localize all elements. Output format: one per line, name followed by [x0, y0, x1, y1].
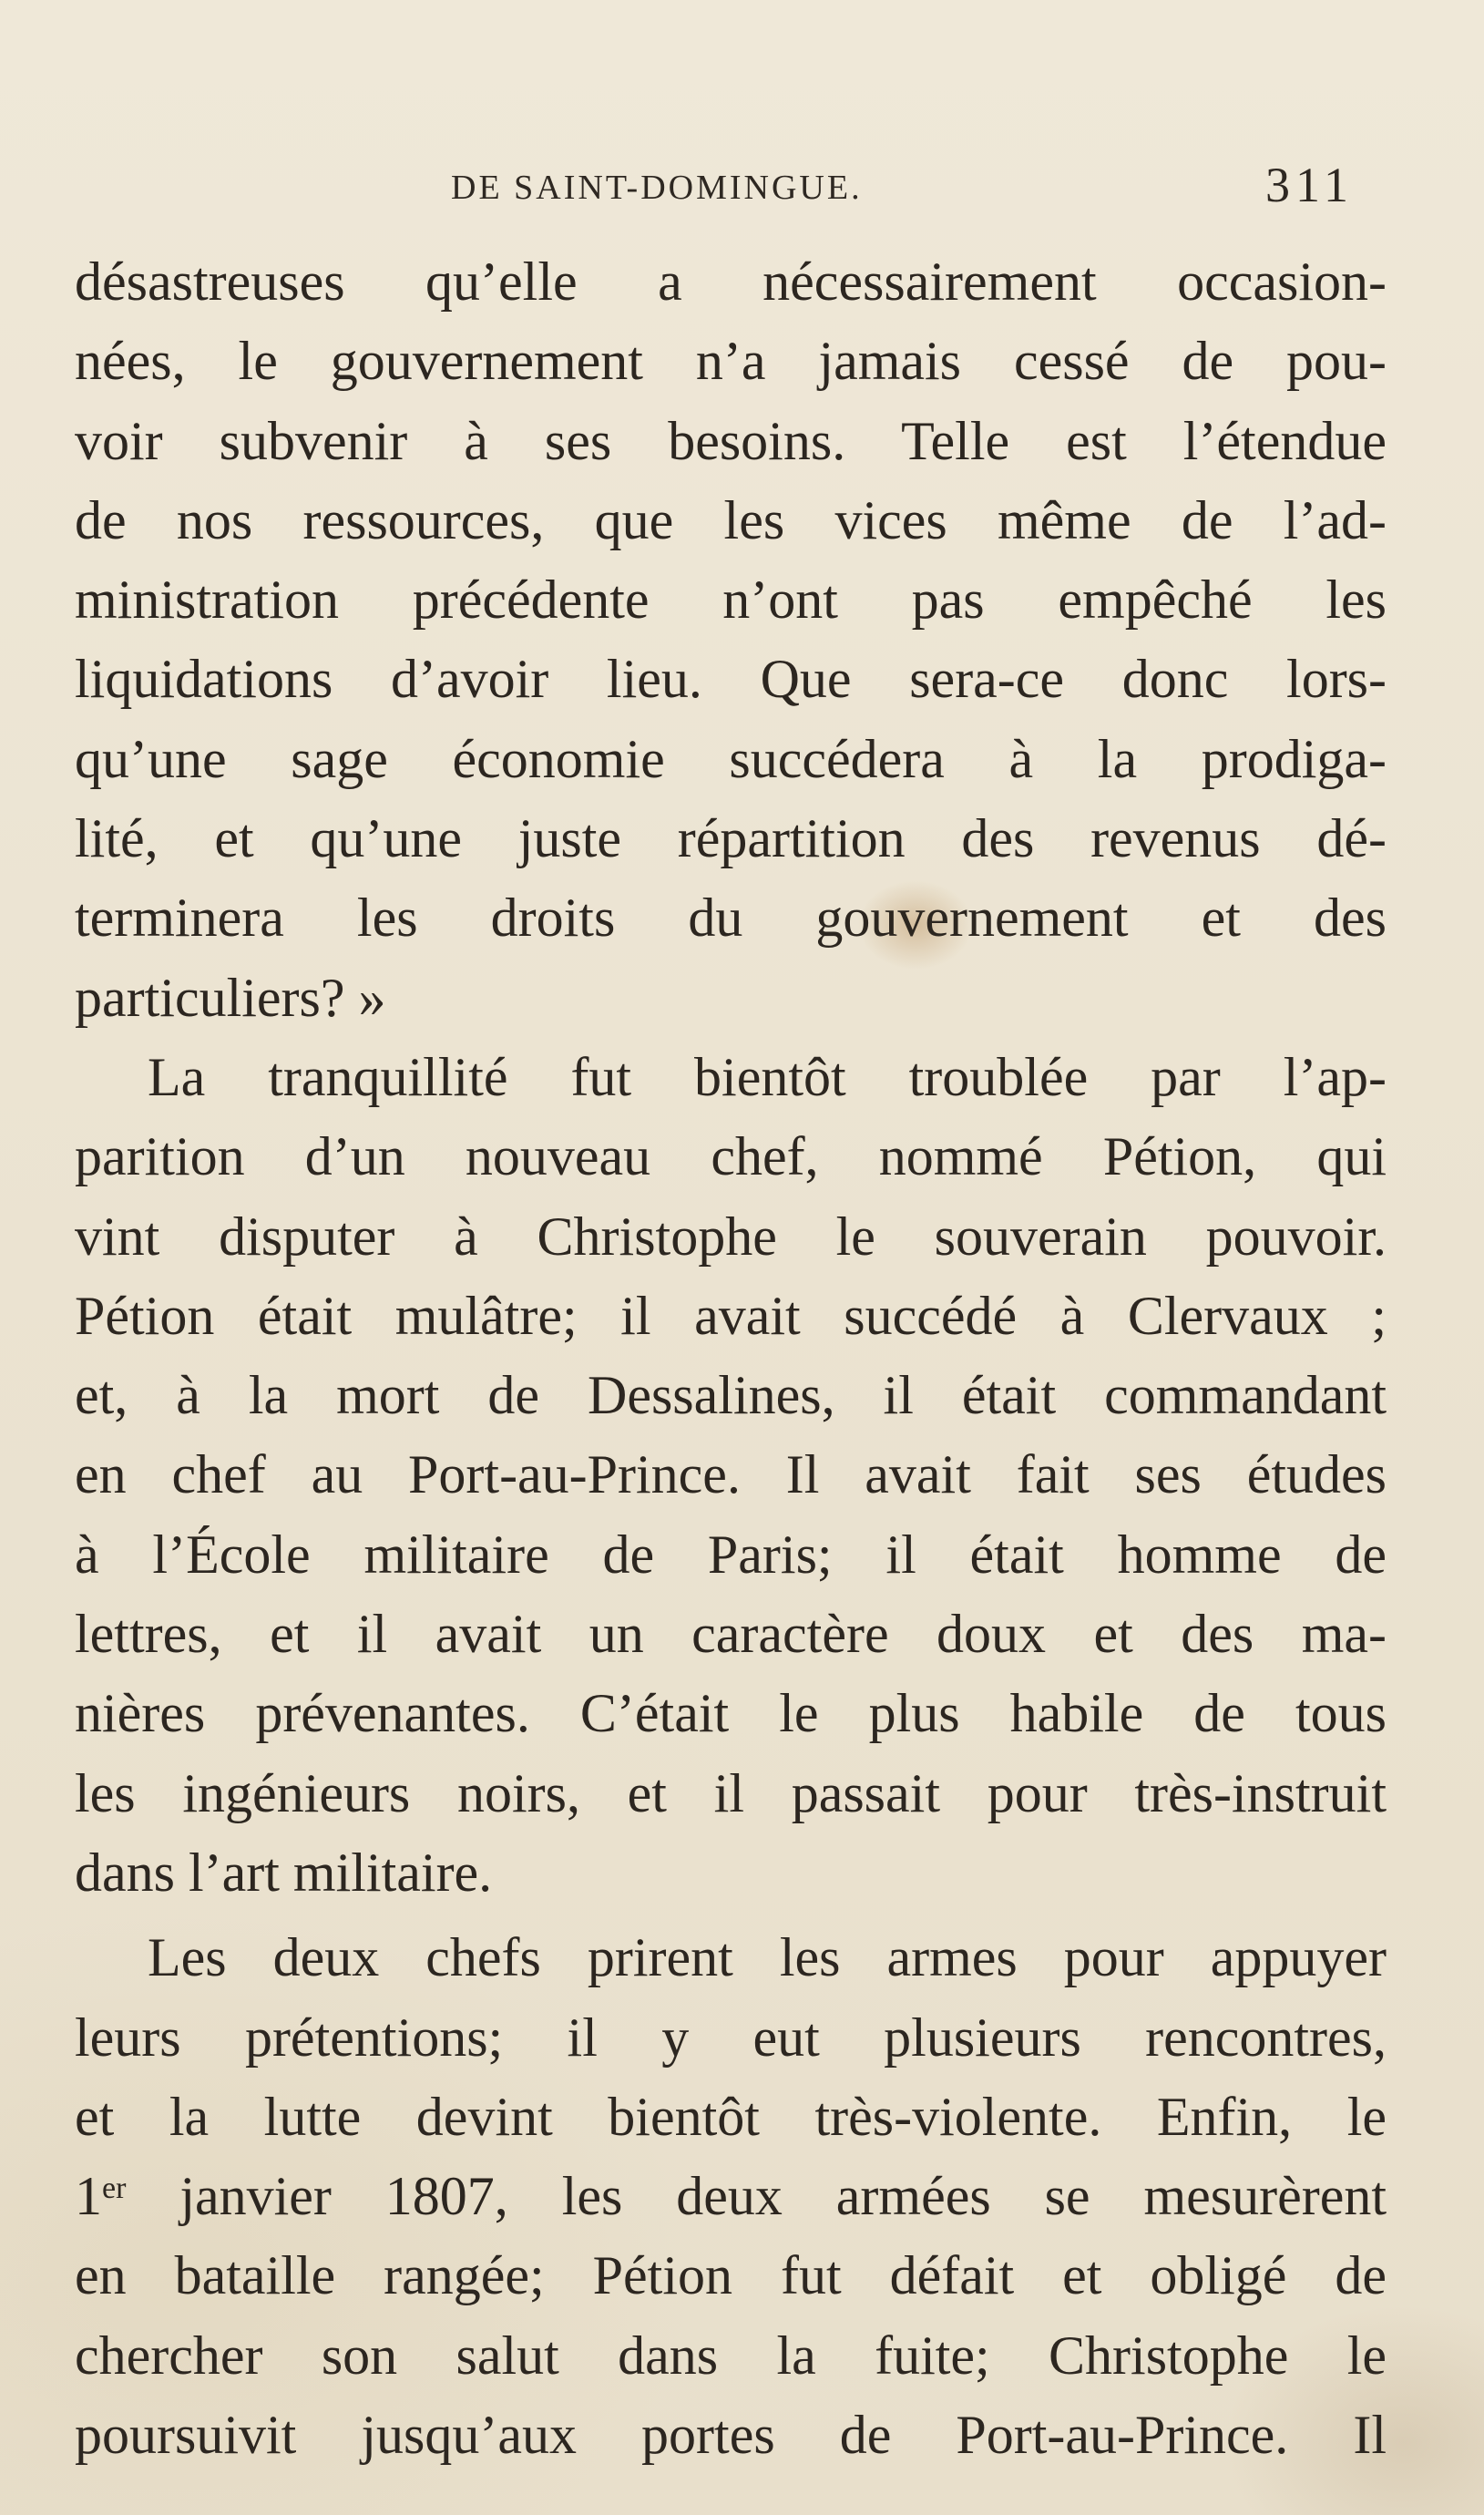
text-line: dans l’art militaire. [75, 1842, 493, 1903]
text-line: leurs prétentions; il y eut plusieurs rencontres, [75, 2007, 1387, 2068]
text-line: nées, le gouvernement n’a jamais cessé de pou- [75, 331, 1387, 392]
page-number: 311 [1265, 158, 1354, 212]
text-line: lité, et qu’une juste répartition des revenus dé- [75, 808, 1387, 869]
text-line: vint disputer à Christophe le souverain pouvoir. [75, 1206, 1387, 1267]
text-line: et la lutte devint bientôt très-violente. Enfin, le [75, 2086, 1387, 2147]
text-line: et, à la mort de Dessalines, il était commandant [75, 1365, 1387, 1426]
paragraph-3 [75, 1918, 1387, 2475]
text-line: lettres, et il avait un caractère doux et des ma- [75, 1604, 1387, 1665]
text-line: liquidations d’avoir lieu. Que sera-ce donc lors- [75, 649, 1387, 710]
text-line: à l’École militaire de Paris; il était homme de [75, 1524, 1387, 1585]
text-line: voir subvenir à ses besoins. Telle est l’étendue [75, 410, 1387, 471]
text-line: poursuivit jusqu’aux portes de Port-au-Prince. Il [75, 2405, 1387, 2466]
body-text [75, 242, 1387, 2475]
paragraph-2 [75, 1038, 1387, 1913]
text-line: particuliers? » [75, 967, 386, 1028]
text-line: en bataille rangée; Pétion fut défait et obligé de [75, 2245, 1387, 2306]
running-title: DE SAINT-DOMINGUE. [451, 169, 863, 207]
text-line: chercher son salut dans la fuite; Christophe le [75, 2325, 1387, 2386]
text-line: Les deux chefs prirent les armes pour appuyer [148, 1927, 1387, 1988]
text-line: qu’une sage économie succédera à la prodiga- [75, 728, 1387, 789]
text-line: les ingénieurs noirs, et il passait pour très-instruit [75, 1762, 1387, 1823]
text-line: terminera les droits du gouvernement et des [75, 888, 1387, 949]
text-line: La tranquillité fut bientôt troublée par l’ap- [148, 1046, 1387, 1107]
date-line [75, 2157, 1387, 2236]
text-line: Pétion était mulâtre; il avait succédé à Clervaux ; [75, 1285, 1387, 1346]
text-line: désastreuses qu’elle a nécessairement occasion- [75, 252, 1387, 312]
text-line: de nos ressources, que les vices même de l’ad- [75, 489, 1387, 550]
page-header [451, 157, 1362, 221]
paragraph-1 [75, 242, 1387, 1038]
text-line: ministration précédente n’ont pas empêché les [75, 570, 1387, 631]
text-line: parition d’un nouveau chef, nommé Pétion, qui [75, 1126, 1387, 1187]
date-line-rest: janvier 1807, les deux armées se mesurèrent [126, 2166, 1387, 2227]
text-line: en chef au Port-au-Prince. Il avait fait ses études [75, 1444, 1387, 1505]
date-ordinal: er [102, 2171, 127, 2206]
text-line: nières prévenantes. C’était le plus habile de tous [75, 1683, 1387, 1744]
date-day: 1 [75, 2166, 102, 2227]
